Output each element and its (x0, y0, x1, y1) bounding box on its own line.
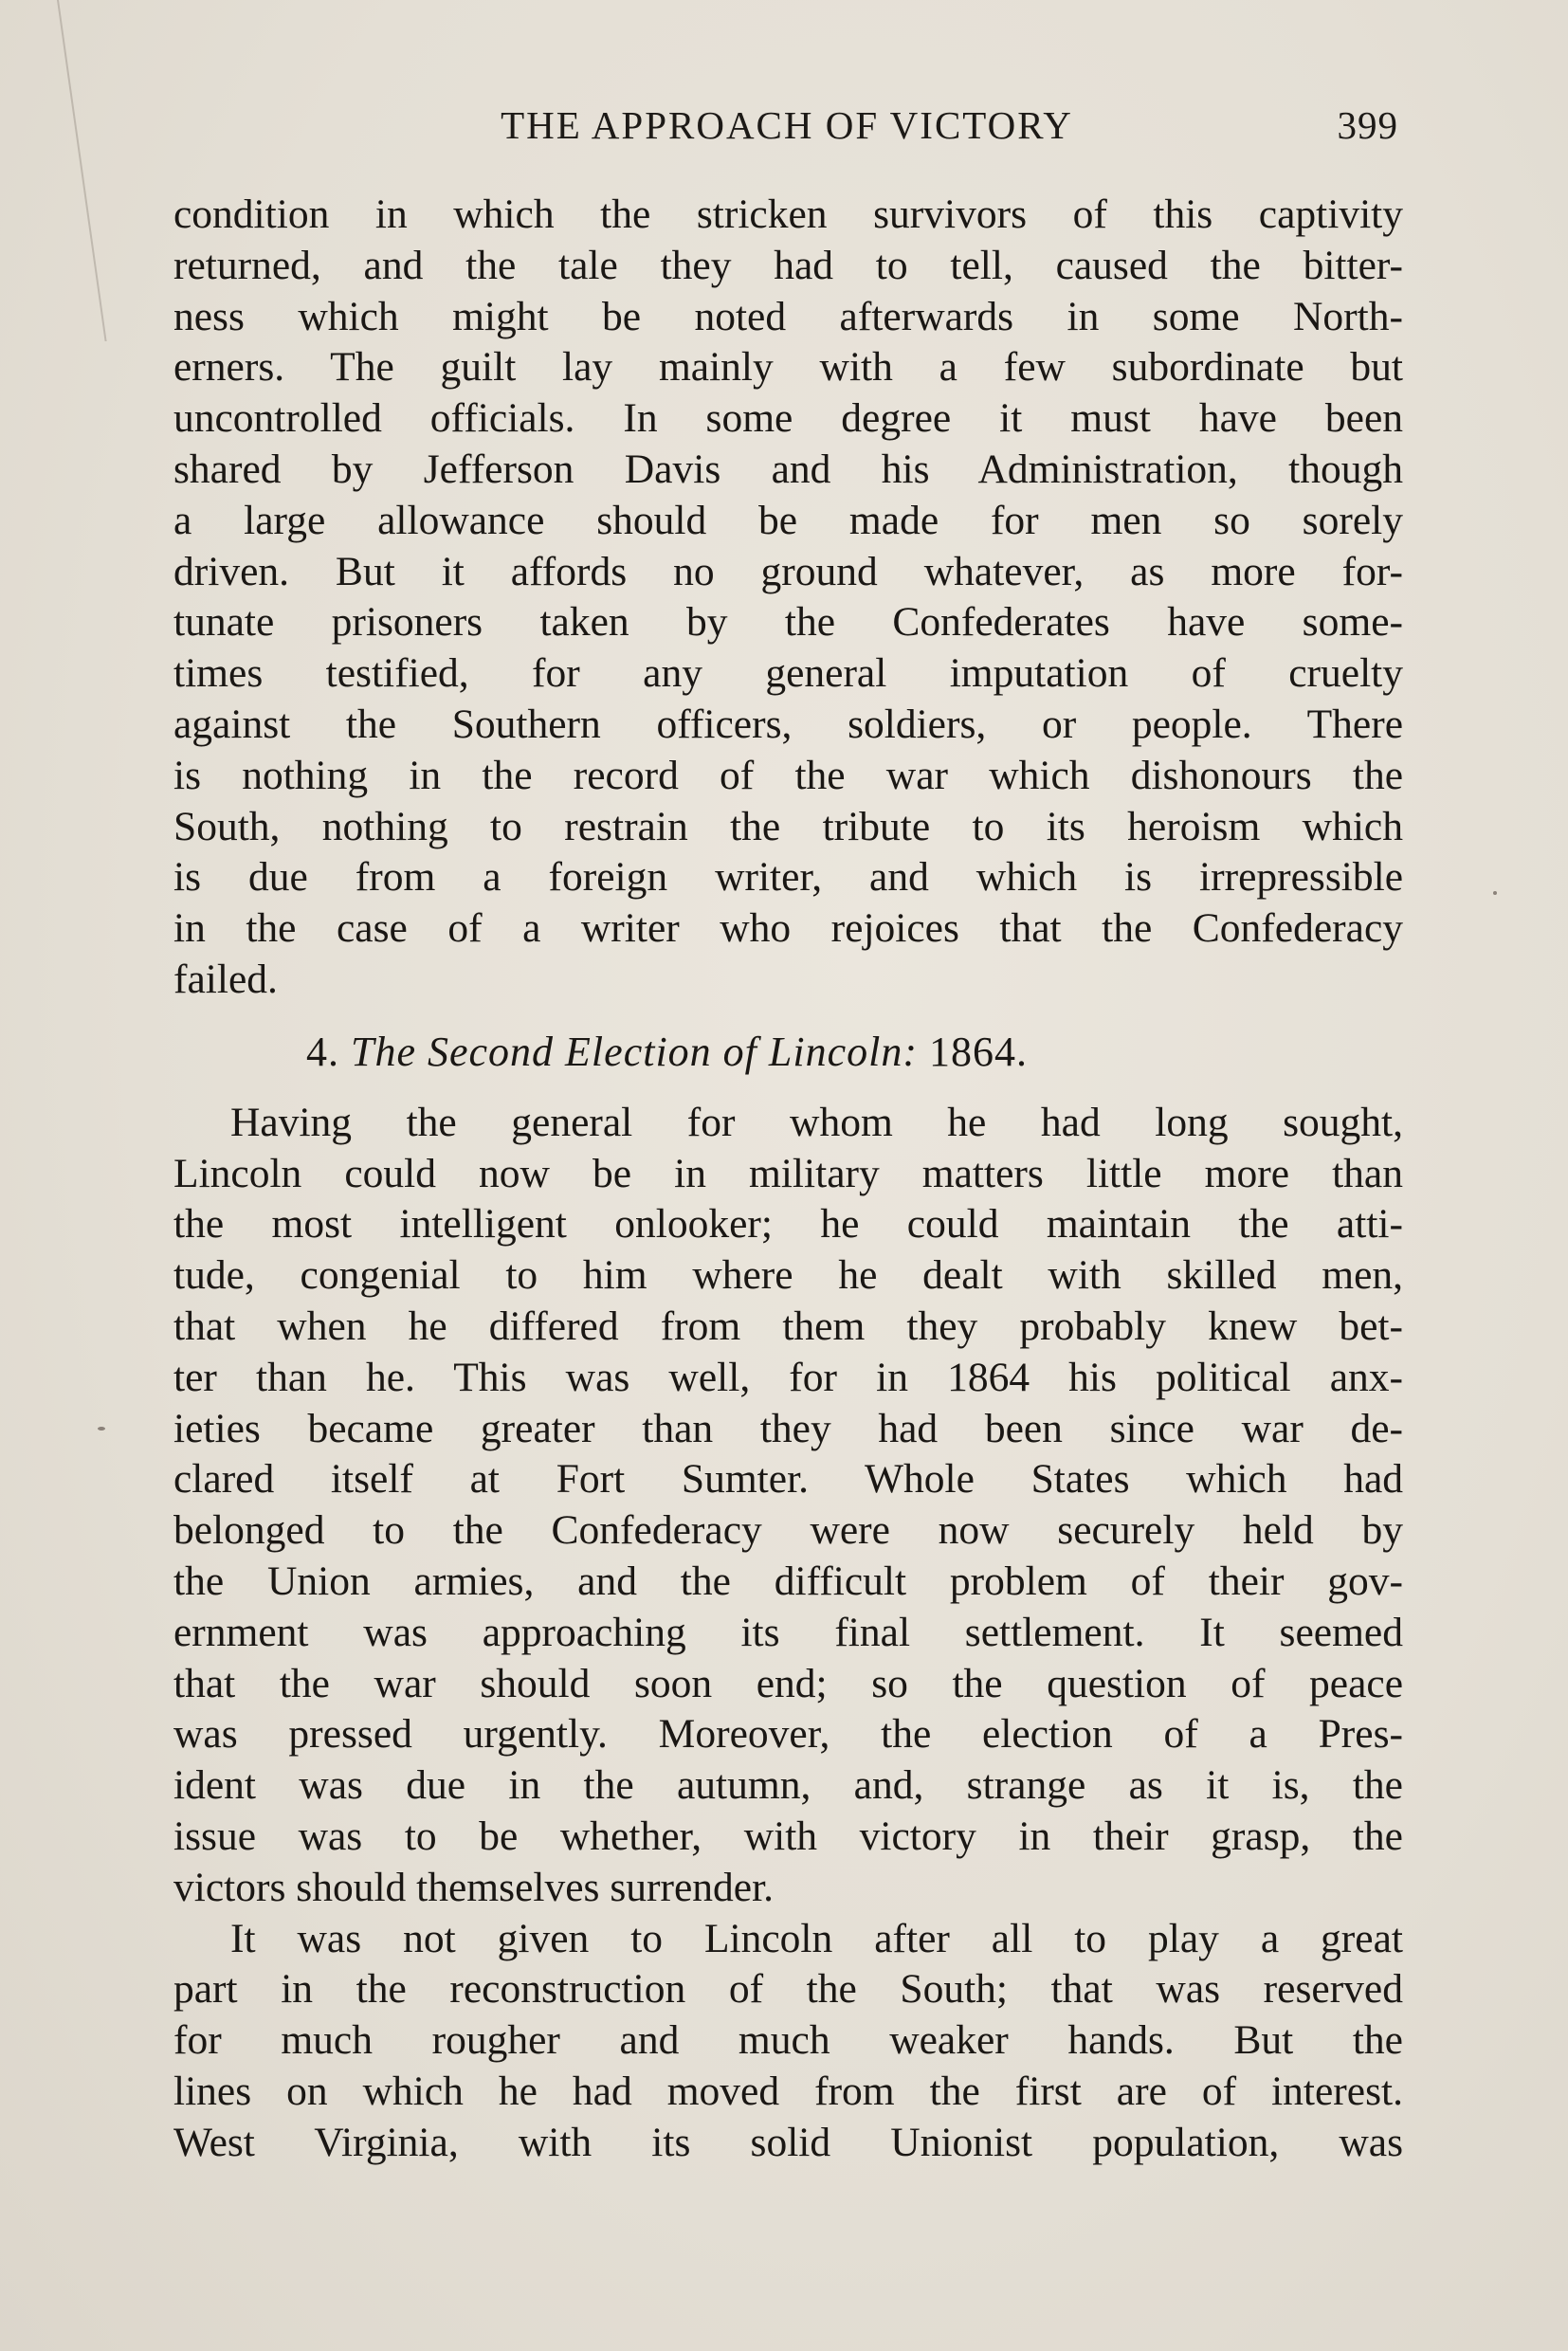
text-line: a large allowance should be made for men so sorely (173, 497, 1403, 543)
text-line: is due from a foreign writer, and which is irrepressible (173, 854, 1403, 901)
text-line: West Virginia, with its solid Unionist population, was (173, 2119, 1403, 2165)
text-line: the Union armies, and the difficult problem of their gov- (173, 1558, 1403, 1604)
text-line: the most intelligent onlooker; he could maintain the atti- (173, 1201, 1403, 1248)
text-line: victors should themselves surrender. (173, 1864, 775, 1910)
paragraph-2 (173, 1098, 1403, 1914)
text-line: condition in which the stricken survivors of this captivity (173, 191, 1403, 237)
text-line: is nothing in the record of the war which dishonours the (173, 752, 1403, 798)
text-line: uncontrolled officials. In some degree it must have been (173, 395, 1403, 442)
text-line: Lincoln could now be in military matters little more than (173, 1150, 1403, 1196)
section-number: 4. (306, 1028, 339, 1075)
text-line: that the war should soon end; so the question of peace (173, 1660, 1403, 1706)
text-line: in the case of a writer who rejoices that the Confederacy (173, 905, 1403, 952)
running-head: THE APPROACH OF VICTORY (501, 103, 1073, 147)
text-line: clared itself at Fort Sumter. Whole States which had (173, 1456, 1403, 1503)
text-line: part in the reconstruction of the South; that was reserved (173, 1966, 1403, 2013)
text-line: shared by Jefferson Davis and his Administration, though (173, 446, 1403, 492)
paragraph-3 (173, 1914, 1403, 2169)
body-text (173, 190, 1403, 2168)
section-year: 1864. (929, 1028, 1028, 1075)
text-line: belonged to the Confederacy were now securely held by (173, 1507, 1403, 1554)
text-line: Having the general for whom he had long sought, (230, 1099, 1403, 1145)
text-line: erners. The guilt lay mainly with a few subordinate but (173, 344, 1403, 391)
paper-speck (98, 1427, 105, 1431)
text-line: ter than he. This was well, for in 1864 his political anx- (173, 1354, 1403, 1400)
text-line: failed. (173, 956, 278, 1002)
text-line: driven. But it affords no ground whatever, as more for- (173, 548, 1403, 594)
text-line: tude, congenial to him where he dealt with skilled men, (173, 1252, 1403, 1299)
text-line: ness which might be noted afterwards in some North- (173, 293, 1403, 339)
text-line: was pressed urgently. Moreover, the election of a Pres- (173, 1711, 1403, 1758)
text-line: ident was due in the autumn, and, strange as it is, the (173, 1762, 1403, 1809)
text-line: times testified, for any general imputation of cruelty (173, 650, 1403, 697)
section-title: The Second Election of Lincoln: (351, 1028, 918, 1075)
text-line: ieties became greater than they had been since war de- (173, 1405, 1403, 1451)
text-line: that when he differed from them they probably knew bet- (173, 1303, 1403, 1349)
text-line: returned, and the tale they had to tell, caused the bitter- (173, 242, 1403, 288)
page-number: 399 (1337, 103, 1398, 147)
text-line: lines on which he had moved from the first are of interest. (173, 2068, 1403, 2114)
section-heading (173, 1006, 1403, 1098)
paragraph-1 (173, 190, 1403, 1006)
text-line: issue was to be whether, with victory in their grasp, the (173, 1813, 1403, 1859)
text-line: tunate prisoners taken by the Confederates have some- (173, 599, 1403, 646)
page-header (175, 102, 1398, 159)
text-line: South, nothing to restrain the tribute to its heroism which (173, 803, 1403, 849)
text-line: against the Southern officers, soldiers, or people. There (173, 701, 1403, 747)
text-line: ernment was approaching its final settlement. It seemed (173, 1609, 1403, 1655)
text-line: for much rougher and much weaker hands. But the (173, 2017, 1403, 2064)
paper-speck (1493, 891, 1497, 895)
page-gutter-edge (0, 0, 107, 341)
text-line: It was not given to Lincoln after all to play a great (230, 1915, 1403, 1961)
